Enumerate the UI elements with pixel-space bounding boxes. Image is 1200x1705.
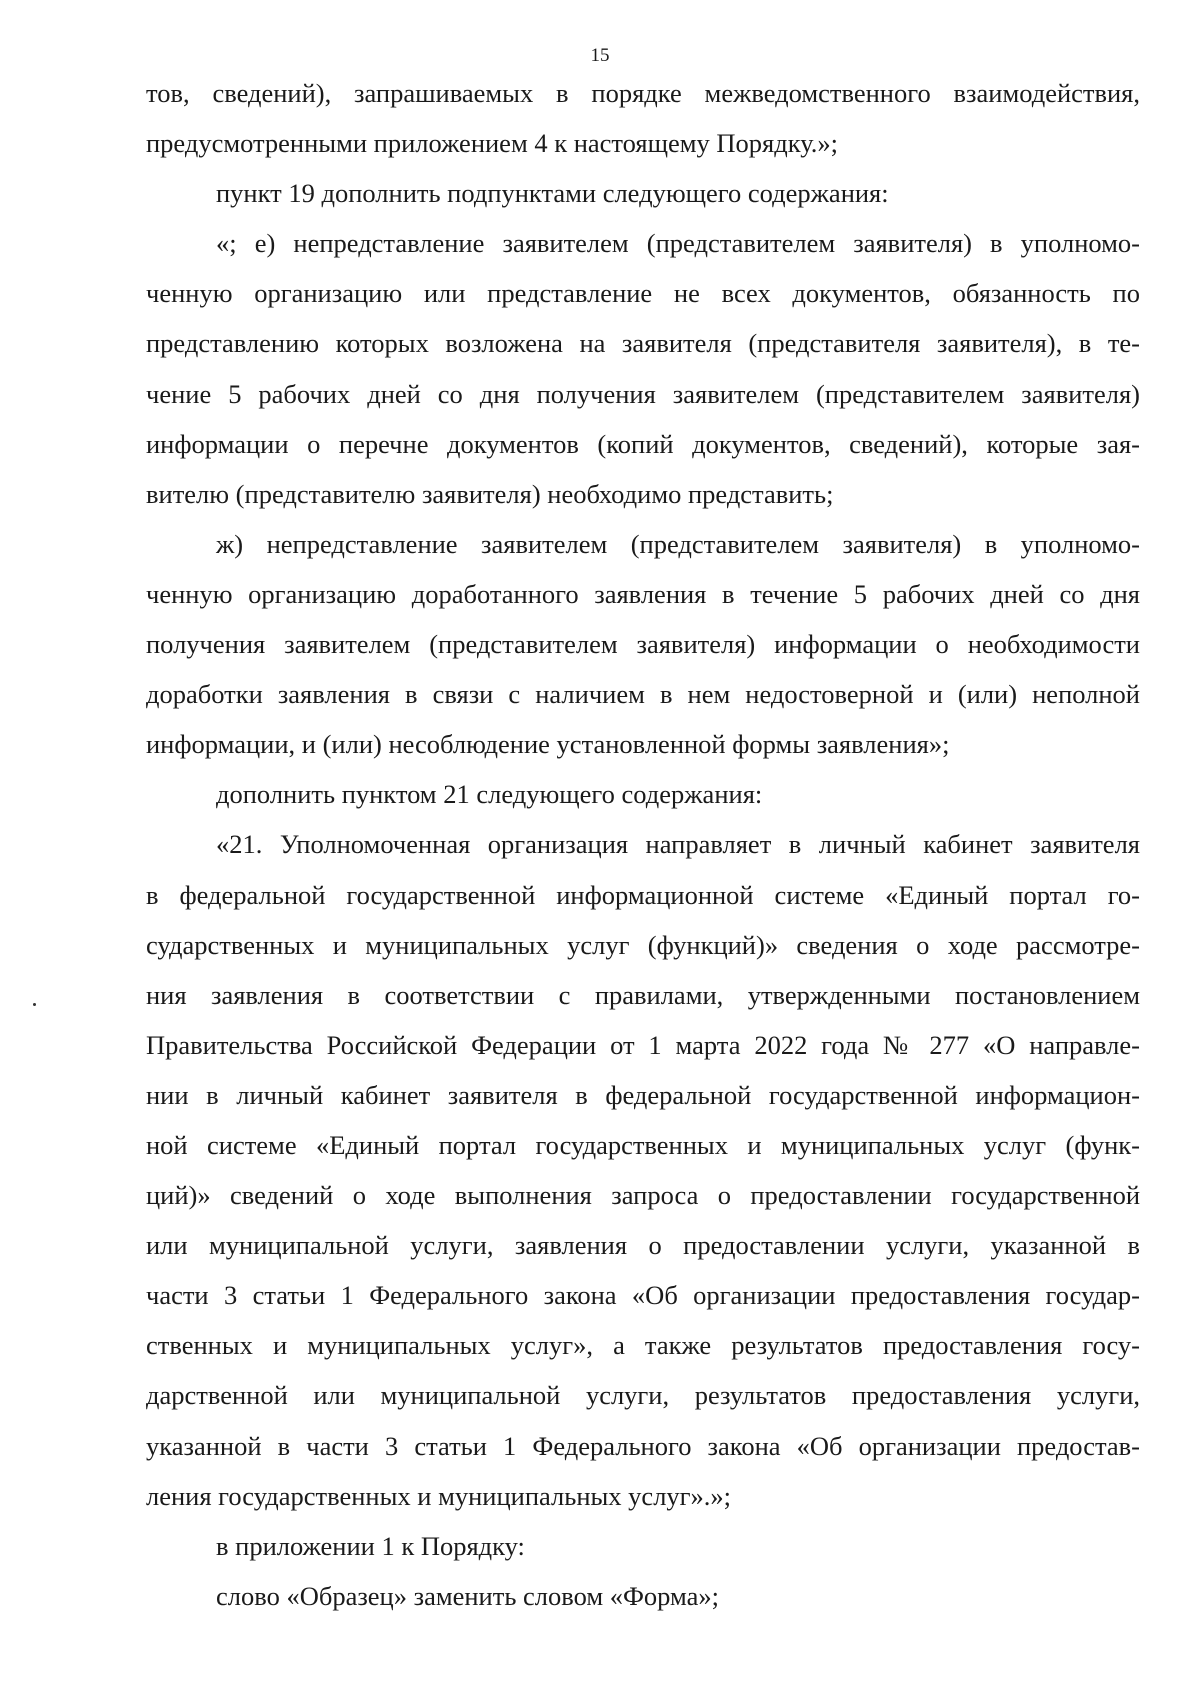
paragraph-line: нии в личный кабинет заявителя в федеральной государственной информацион- <box>146 1079 1140 1110</box>
page-number: 15 <box>590 45 610 66</box>
paragraph-line: слово «Образец» заменить словом «Форма»; <box>216 1580 719 1611</box>
paragraph-line: в приложении 1 к Порядку: <box>216 1530 525 1561</box>
scan-speck <box>33 1003 36 1006</box>
paragraph-line: Правительства Российской Федерации от 1 марта 2022 года № 277 «О направле- <box>146 1029 1140 1060</box>
paragraph-line: ж) непредставление заявителем (представителем заявителя) в уполномо- <box>216 528 1140 559</box>
paragraph-line: или муниципальной услуги, заявления о предоставлении услуги, указанной в <box>146 1230 1140 1261</box>
document-body <box>146 68 1140 1621</box>
paragraph-line: ления государственных и муниципальных услуг».»; <box>146 1480 732 1511</box>
paragraph-line: чение 5 рабочих дней со дня получения заявителем (представителем заявителя) <box>146 378 1140 409</box>
paragraph-line: доработки заявления в связи с наличием в нем недостоверной и (или) неполной <box>146 679 1140 710</box>
paragraph-line: сударственных и муниципальных услуг (функций)» сведения о ходе рассмотре- <box>146 929 1140 960</box>
paragraph-line: ной системе «Единый портал государственных и муниципальных услуг (функ- <box>146 1129 1140 1160</box>
paragraph-line: ственных и муниципальных услуг», а также результатов предоставления госу- <box>146 1330 1140 1361</box>
paragraph-line: ченную организацию или представление не всех документов, обязанность по <box>146 278 1140 309</box>
paragraph-line: дарственной или муниципальной услуги, результатов предоставления услуги, <box>146 1380 1140 1411</box>
paragraph-line: ченную организацию доработанного заявления в течение 5 рабочих дней со дня <box>146 578 1140 609</box>
paragraph-line: предусмотренными приложением 4 к настоящему Порядку.»; <box>146 128 839 159</box>
paragraph-line: «; е) непредставление заявителем (представителем заявителя) в уполномо- <box>216 228 1140 259</box>
paragraph-line: дополнить пунктом 21 следующего содержания: <box>216 779 763 810</box>
paragraph-line: информации о перечне документов (копий документов, сведений), которые зая- <box>146 428 1140 459</box>
paragraph-line: получения заявителем (представителем заявителя) информации о необходимости <box>146 629 1140 660</box>
paragraph-line: части 3 статьи 1 Федерального закона «Об организации предоставления государ- <box>146 1280 1140 1311</box>
paragraph-line: «21. Уполномоченная организация направляет в личный кабинет заявителя <box>216 829 1140 860</box>
paragraph-line: вителю (представителю заявителя) необходимо представить; <box>146 478 834 509</box>
paragraph-line: представлению которых возложена на заявителя (представителя заявителя), в те- <box>146 328 1140 359</box>
paragraph-line: в федеральной государственной информационной системе «Единый портал го- <box>146 879 1140 910</box>
paragraph-line: указанной в части 3 статьи 1 Федерального закона «Об организации предостав- <box>146 1430 1140 1461</box>
paragraph-line: тов, сведений), запрашиваемых в порядке межведомственного взаимодействия, <box>146 78 1140 108</box>
paragraph-line: пункт 19 дополнить подпунктами следующего содержания: <box>216 178 889 209</box>
paragraph-line: ния заявления в соответствии с правилами, утвержденными постановлением <box>146 979 1140 1010</box>
paragraph-line: ций)» сведений о ходе выполнения запроса о предоставлении государственной <box>146 1180 1140 1211</box>
paragraph-line: информации, и (или) несоблюдение установленной формы заявления»; <box>146 729 950 760</box>
